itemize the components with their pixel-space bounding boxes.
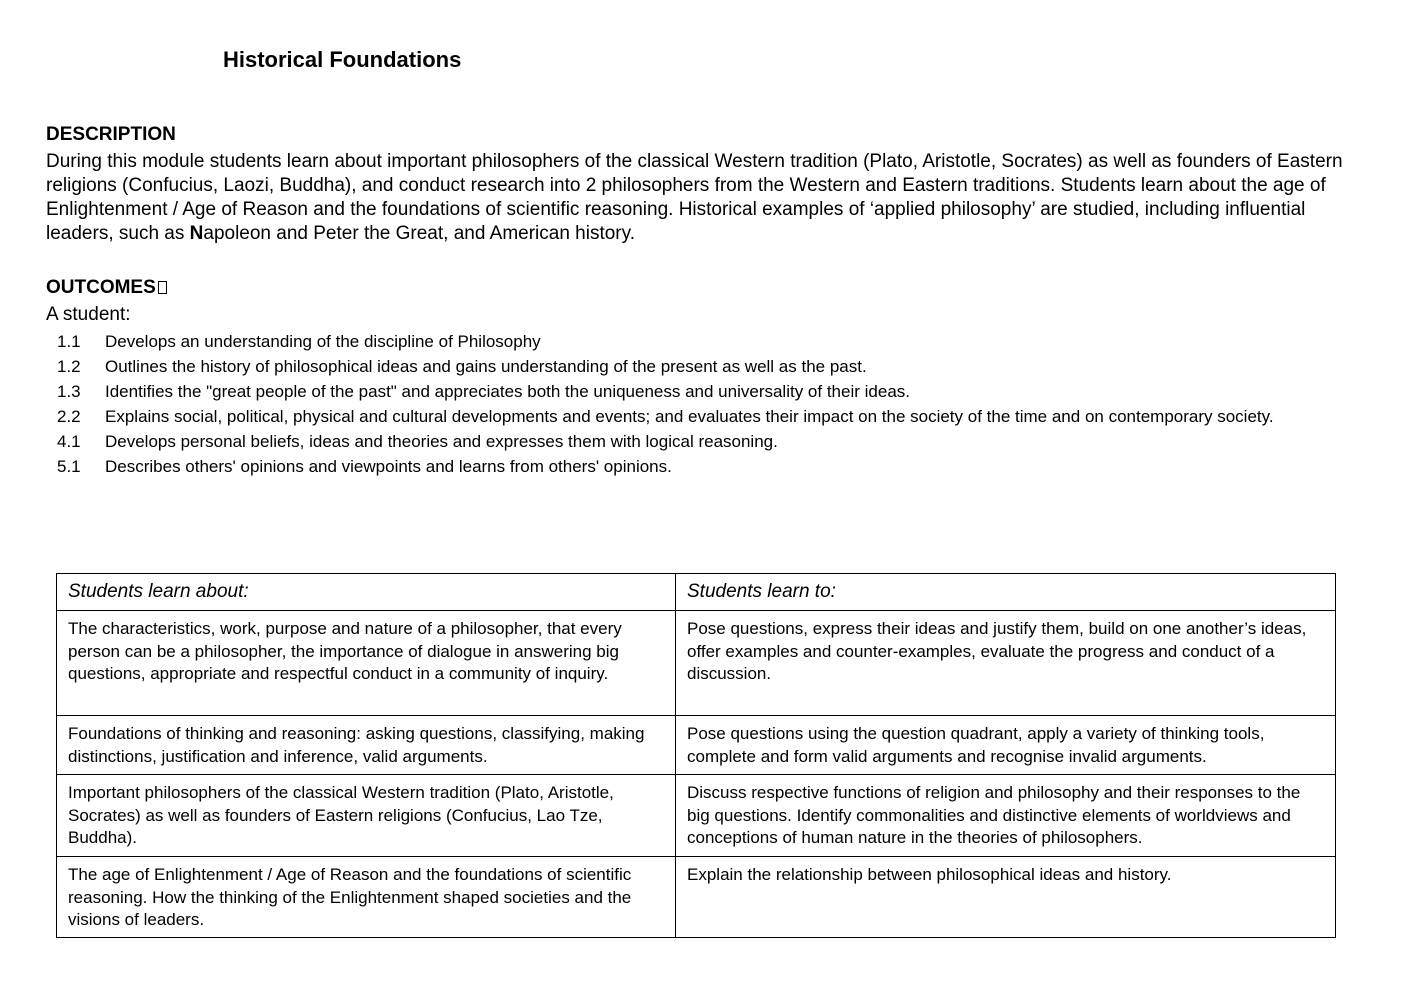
outcome-item [46,356,1346,379]
outcome-text: Develops an understanding of the discipline of Philosophy [105,332,541,351]
description-heading: DESCRIPTION [46,124,176,145]
table-cell: The characteristics, work, purpose and nature of a philosopher, that every person can be a philosopher, the importance of dialogue in answering big questions, appropriate and respectful conduct in a community of inquiry. [57,611,676,716]
outcome-text: Explains social, political, physical and cultural developments and events; and evaluates their impact on the society of the time and on contemporary society. [105,407,1274,426]
outcome-number: 1.3 [57,382,81,401]
outcome-item [46,456,1346,479]
page-title: Historical Foundations [223,47,462,72]
description-text-start: During this module students learn about important philosophers of the classical Western tradition (Plato, Aristotle, Socrates) as well as founders of Eastern religions (Confucius, Laozi, Buddha), and conduct research into 2 philosophers from the Western and Eastern traditions. Students learn about the age of Enlightenment / Age of Reason and the foundations of scientific reasoning. Historical examples of ‘applied philosophy’ are studied, including influential leaders, such as [46,151,1343,244]
table-row [57,775,1336,857]
outcomes-heading [46,277,167,299]
table-cell: Discuss respective functions of religion and philosophy and their responses to the big questions. Identify commonalities and distinctive elements of worldviews and conceptions of human nature in the theories of philosophers. [676,775,1336,857]
outcome-number: 1.1 [57,332,81,351]
outcome-item [46,431,1346,454]
outcome-item [46,331,1346,354]
outcome-item [46,381,1346,404]
outcome-number: 2.2 [57,407,81,426]
outcome-text: Outlines the history of philosophical ideas and gains understanding of the present as well as the past. [105,357,867,376]
outcomes-list [46,331,1346,481]
table-cell: Pose questions using the question quadrant, apply a variety of thinking tools, complete and form valid arguments and recognise invalid arguments. [676,716,1336,775]
header-learn-about: Students learn about: [57,574,676,611]
outcome-number: 4.1 [57,432,81,451]
description-bold-letter: N [189,223,204,244]
table-cell: Pose questions, express their ideas and justify them, build on one another’s ideas, offer examples and counter-examples, evaluate the progress and conduct of a discussion. [676,611,1336,716]
outcome-text: Identifies the "great people of the past" and appreciates both the uniqueness and universality of their ideas. [105,382,910,401]
header-learn-to: Students learn to: [676,574,1336,611]
table-cell: Foundations of thinking and reasoning: asking questions, classifying, making distinctions, justification and inference, valid arguments. [57,716,676,775]
outcomes-intro: A student: [46,304,131,325]
learning-table [56,573,1336,938]
table-cell: Explain the relationship between philosophical ideas and history. [676,857,1336,938]
outcome-number: 1.2 [57,357,81,376]
outcome-text: Develops personal beliefs, ideas and theories and expresses them with logical reasoning. [105,432,778,451]
table-row [57,716,1336,775]
outcomes-heading-label: OUTCOMES [46,277,156,298]
table-row [57,857,1336,938]
table-cell: Important philosophers of the classical Western tradition (Plato, Aristotle, Socrates) as well as founders of Eastern religions (Confucius, Lao Tze, Buddha). [57,775,676,857]
outcome-text: Describes others' opinions and viewpoints and learns from others' opinions. [105,457,672,476]
outcome-item [46,406,1346,429]
table-header-row [57,574,1336,611]
outcome-number: 5.1 [57,457,81,476]
table-row [57,611,1336,716]
box-glyph-icon [158,281,167,294]
description-text-end: apoleon and Peter the Great, and American history. [203,223,636,244]
description-text [46,150,1366,246]
table-cell: The age of Enlightenment / Age of Reason and the foundations of scientific reasoning. How the thinking of the Enlightenment shaped societies and the visions of leaders. [57,857,676,938]
